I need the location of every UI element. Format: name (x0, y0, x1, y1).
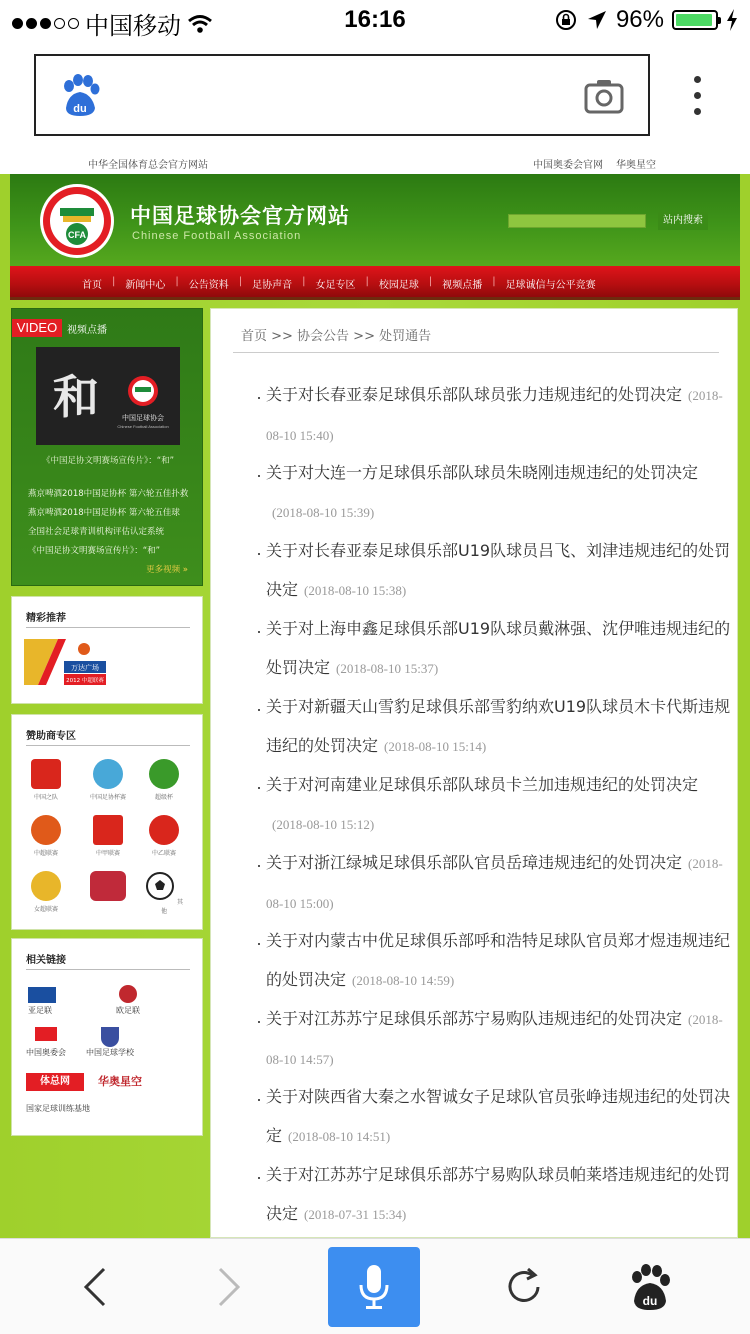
sponsor-china-league-one[interactable]: 中甲联赛 (88, 815, 128, 857)
nav-campus[interactable]: 校园足球 (378, 280, 419, 291)
link-huaao[interactable]: 华奥星空 (616, 160, 656, 171)
news-item[interactable]: 关于对长春亚泰足球俱乐部队球员张力违规违纪的处罚决定 (2018-08-10 15:40) (266, 375, 738, 453)
nav-home[interactable]: 首页 (82, 280, 102, 291)
status-right (554, 6, 738, 34)
orientation-lock-icon (554, 8, 578, 32)
video-caption[interactable]: 《中国足协文明赛场宣传片》：“和” (41, 456, 175, 466)
breadcrumb: 首页 >> 协会公告 >> 处罚通告 (241, 329, 432, 344)
sponsor-china-team[interactable]: 中国之队 (26, 759, 66, 801)
links-title: 相关链接 (26, 955, 66, 966)
news-list (266, 375, 738, 1233)
more-menu-icon[interactable] (690, 76, 704, 116)
link-football-school[interactable]: 中国足球学校 (86, 1027, 134, 1058)
nav-notices[interactable]: 公告资料 (188, 280, 229, 291)
recommend-panel (11, 596, 203, 704)
news-item[interactable]: 关于对浙江绿城足球俱乐部队官员岳璋违规违纪的处罚决定 (2018-08-10 15:00) (266, 843, 738, 921)
charging-bolt-icon (726, 9, 738, 31)
video-thumbnail[interactable] (36, 347, 180, 445)
microphone-icon (328, 1247, 420, 1327)
link-sports-cn[interactable]: 华奥星空 (98, 1075, 142, 1088)
sponsor-badge[interactable] (84, 871, 132, 904)
browser-toolbar (0, 1238, 750, 1334)
forward-arrow-icon[interactable] (208, 1267, 248, 1307)
browser-search-box[interactable] (34, 54, 650, 136)
cfa-logo-icon[interactable] (38, 182, 116, 260)
top-links-bar (0, 150, 750, 174)
battery-icon (672, 10, 718, 30)
nav-integrity[interactable]: 足球诚信与公平竞赛 (505, 280, 596, 291)
svg-text:du: du (73, 103, 87, 115)
csl-banner[interactable] (24, 639, 106, 685)
link-training-base[interactable]: 国家足球训练基地 (26, 1104, 90, 1113)
site-title: 中国足球协会官方网站 (130, 204, 350, 228)
svg-text:和: 和 (53, 370, 99, 424)
sponsor-fa-cup[interactable]: 中国足协杯赛 (88, 759, 128, 801)
video-link[interactable]: 全国社会足球青训机构评估认定系统 (28, 527, 165, 537)
camera-icon[interactable] (584, 78, 624, 114)
sponsor-super-cup[interactable]: 超级杯 (144, 759, 184, 801)
news-item[interactable]: 关于对河南建业足球俱乐部队球员卡兰加违规违纪的处罚决定(2018-08-10 15:12) (266, 765, 738, 843)
main-nav: 首页 | 新闻中心 | 公告资料 | 足协声音 | 女足专区 | 校园足球 | 视频点播 | 足球诚信与公平竞赛 (10, 266, 740, 300)
nav-video[interactable]: 视频点播 (442, 280, 483, 291)
baidu-paw-icon[interactable] (60, 74, 100, 118)
reload-icon[interactable] (502, 1265, 546, 1309)
link-sport-association[interactable]: 中华全国体育总会官方网站 (88, 160, 208, 171)
site-search-input[interactable] (508, 214, 646, 228)
sponsor-csl[interactable]: 中超联赛 (26, 815, 66, 857)
news-item[interactable]: 关于对陕西省大秦之水智诚女子足球队官员张峥违规违纪的处罚决定 (2018-08-10 14:51) (266, 1077, 738, 1155)
voice-search-button[interactable] (328, 1247, 420, 1327)
video-tag: VIDEO (12, 319, 62, 337)
content-panel (210, 308, 738, 1238)
svg-text:中国足球协会: 中国足球协会 (122, 414, 164, 422)
status-bar (0, 0, 750, 40)
news-item[interactable]: 关于对长春亚泰足球俱乐部U19队球员吕飞、刘津违规违纪的处罚决定 (2018-08-10 15:38) (266, 531, 738, 609)
news-item[interactable]: 关于对内蒙古中优足球俱乐部呼和浩特足球队官员郑才煜违规违纪的处罚决定 (2018-08-10 14:59) (266, 921, 738, 999)
video-link[interactable]: 《中国足协文明赛场宣传片》：“和” (28, 546, 161, 556)
battery-percent: 96% (615, 6, 664, 33)
sponsor-china-league-two[interactable]: 中乙联赛 (144, 815, 184, 857)
sponsors-title: 赞助商专区 (26, 731, 76, 742)
nav-news[interactable]: 新闻中心 (125, 280, 166, 291)
links-panel (11, 938, 203, 1136)
video-thumbnail-art (36, 347, 180, 445)
more-videos-link[interactable]: 更多视频 » (146, 565, 188, 575)
video-link[interactable]: 燕京啤酒2018中国足协杯 第六轮五佳扑救 (28, 489, 189, 499)
svg-text:Chinese Football Association: Chinese Football Association (117, 424, 169, 429)
link-sport-org[interactable]: 体总网 (26, 1073, 84, 1091)
carrier-name: 中国移动 (85, 13, 181, 40)
svg-text:万达广场: 万达广场 (71, 664, 99, 672)
sponsor-other[interactable]: 其他 (144, 871, 184, 915)
news-item[interactable]: 关于对大连一方足球俱乐部队球员朱晓刚违规违纪的处罚决定(2018-08-10 15:39) (266, 453, 738, 531)
football-icon (145, 871, 175, 901)
back-arrow-icon[interactable] (78, 1267, 118, 1307)
svg-text:CFA: CFA (68, 230, 86, 240)
svg-text:2012 中超联赛: 2012 中超联赛 (66, 678, 104, 684)
news-item[interactable]: 关于对江苏苏宁足球俱乐部苏宁易购队违规违纪的处罚决定 (2018-08-10 14:57) (266, 999, 738, 1077)
video-link-list (28, 485, 188, 561)
news-item[interactable]: 关于对新疆天山雪豹足球俱乐部雪豹纳欢U19队球员木卡代斯违规违纪的处罚决定 (2018-08-10 15:14) (266, 687, 738, 765)
clock: 16:16 (344, 6, 406, 33)
video-panel (11, 308, 203, 586)
site-header (10, 174, 740, 266)
link-olympic-committee[interactable]: 中国奥委会官网 (533, 160, 603, 171)
svg-text:du: du (642, 1294, 658, 1308)
link-afc[interactable]: 亚足联 (28, 987, 56, 1016)
link-coc[interactable]: 中国奥委会 (26, 1027, 66, 1058)
news-item[interactable]: 关于对江苏苏宁足球俱乐部苏宁易购队球员帕莱塔违规违纪的处罚决定 (2018-07-31 15:34) (266, 1155, 738, 1233)
baidu-home-icon[interactable] (628, 1263, 672, 1311)
video-link[interactable]: 燕京啤酒2018中国足协杯 第六轮五佳球 (28, 508, 180, 518)
recommend-title: 精彩推荐 (26, 613, 66, 624)
site-search-button[interactable]: 站内搜索 (658, 212, 708, 230)
site-subtitle: Chinese Football Association (132, 230, 302, 242)
video-label: 视频点播 (67, 325, 107, 336)
nav-women[interactable]: 女足专区 (315, 280, 356, 291)
sponsor-cwsl[interactable]: 女超联赛 (26, 871, 66, 913)
news-item[interactable]: 关于对上海申鑫足球俱乐部U19队球员戴淋强、沈伊唯违规违纪的处罚决定 (2018-08-10 15:37) (266, 609, 738, 687)
link-uefa[interactable]: 欧足联 (116, 985, 140, 1016)
nav-voice[interactable]: 足协声音 (252, 280, 293, 291)
location-arrow-icon (586, 9, 608, 31)
sponsors-panel (11, 714, 203, 930)
